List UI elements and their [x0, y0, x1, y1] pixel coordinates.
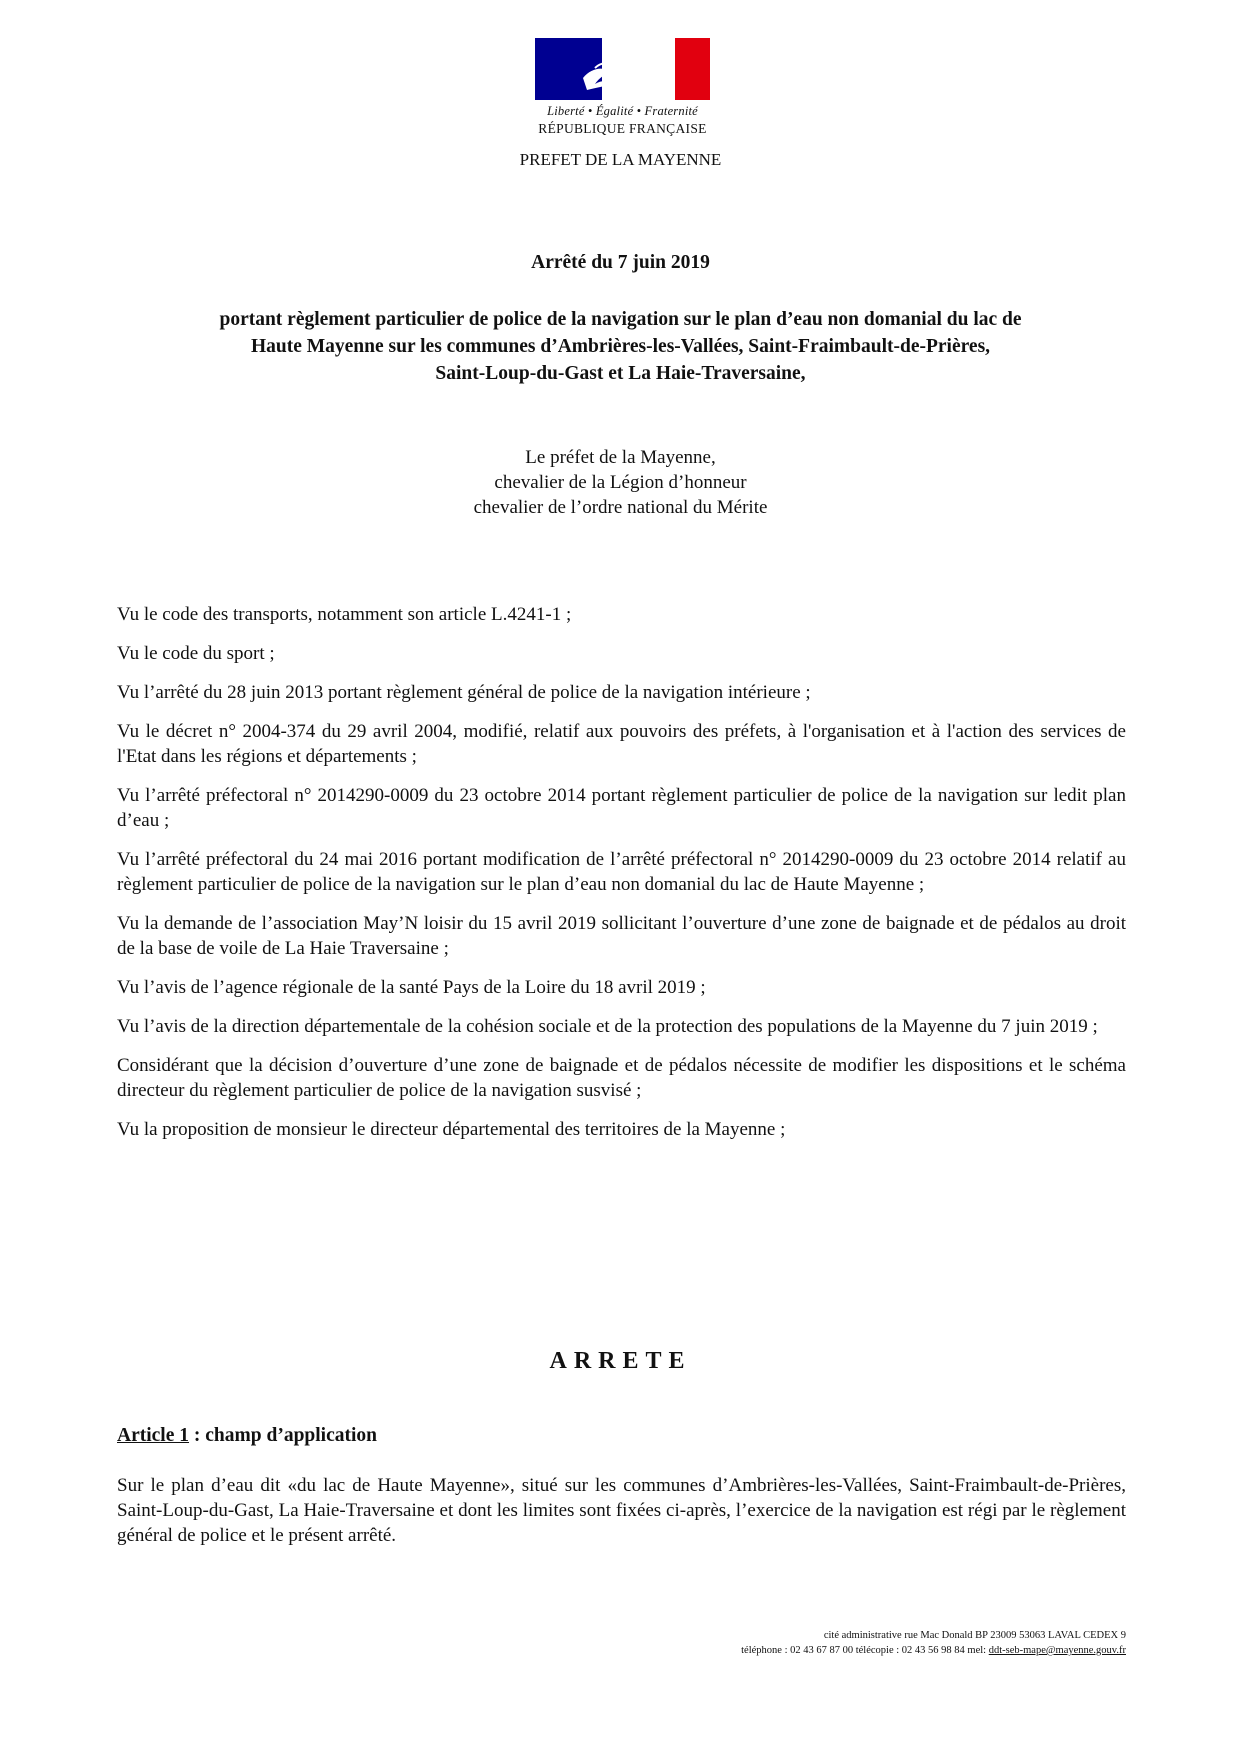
considerant-paragraph: Vu l’avis de l’agence régionale de la santé Pays de la Loire du 18 avril 2019 ;: [117, 977, 706, 998]
considerant-paragraph: Vu le code des transports, notamment son article L.4241-1 ;: [117, 604, 572, 625]
republique-francaise-logo: [535, 38, 710, 137]
considerant-paragraph: Vu la proposition de monsieur le directeur départemental des territoires de la Mayenne ;: [117, 1119, 786, 1140]
article-1-number: Article 1: [117, 1425, 190, 1446]
considerant-paragraph: Vu le décret n° 2004-374 du 29 avril 2004, modifié, relatif aux pouvoirs des préfets, à l'organisation et à l'action des services de l'Etat dans les régions et départements ;: [117, 721, 1126, 767]
considerant-paragraph: Considérant que la décision d’ouverture d’une zone de baignade et de pédalos nécessite de modifier les dispositions et le schéma directeur du règlement particulier de police de la navigation susvisé ;: [117, 1055, 1126, 1101]
subtitle-line: Haute Mayenne sur les communes d’Ambrières-les-Vallées, Saint-Fraimbault-de-Prières,: [250, 336, 991, 357]
decision-heading: ARRETE: [549, 1348, 692, 1374]
article-1-title: champ d’application: [205, 1425, 378, 1446]
document-title: Arrêté du 7 juin 2019: [531, 252, 710, 273]
republic-name: RÉPUBLIQUE FRANÇAISE: [538, 121, 707, 136]
article-1-heading: [117, 1425, 377, 1447]
footer-address: cité administrative rue Mac Donald BP 23009 53063 LAVAL CEDEX 9: [823, 1630, 1126, 1641]
marianne-profile-icon: [565, 38, 675, 100]
footer-phone-fax: téléphone : 02 43 67 87 00 télécopie : 02 43 56 98 84 mel:: [741, 1645, 989, 1656]
signatory-line: chevalier de l’ordre national du Mérite: [473, 497, 768, 518]
tricolor-flag: [535, 38, 710, 100]
considerant-paragraph: Vu l’avis de la direction départementale de la cohésion sociale et de la protection des populations de la Mayenne du 7 juin 2019 ;: [117, 1016, 1098, 1037]
signatory-block: [0, 445, 1241, 520]
footer-email-link[interactable]: ddt-seb-mape@mayenne.gouv.fr: [988, 1645, 1126, 1656]
footer-contact: [741, 1628, 1126, 1658]
article-1-body: Sur le plan d’eau dit «du lac de Haute Mayenne», situé sur les communes d’Ambrières-les-Vallées, Saint-Fraimbault-de-Prières, Saint-Loup-du-Gast, La Haie-Traversaine et dont les limites sont fixées ci-après, l’exercice de la navigation est régi par le règlement général de police et le présent arrêté.: [117, 1475, 1126, 1546]
considerant-paragraph: Vu l’arrêté préfectoral du 24 mai 2016 portant modification de l’arrêté préfectoral n° 2014290-0009 du 23 octobre 2014 relatif au règlement particulier de police de la navigation sur le plan d’eau non domanial du lac de Haute Mayenne ;: [117, 849, 1126, 895]
considerant-paragraph: Vu le code du sport ;: [117, 643, 275, 664]
republic-motto: Liberté • Égalité • Fraternité: [547, 104, 698, 118]
article-1-separator: :: [189, 1425, 206, 1446]
considerant-paragraph: Vu l’arrêté préfectoral n° 2014290-0009 du 23 octobre 2014 portant règlement particulier de police de la navigation sur ledit plan d’eau ;: [117, 785, 1126, 831]
considerant-paragraph: Vu l’arrêté du 28 juin 2013 portant règlement général de police de la navigation intérieure ;: [117, 682, 811, 703]
subtitle-line: Saint-Loup-du-Gast et La Haie-Traversaine,: [435, 363, 806, 384]
footer-contact-line: [741, 1643, 1126, 1658]
considerants-list: [117, 602, 1126, 1156]
prefecture-name: PREFET DE LA MAYENNE: [519, 150, 722, 169]
signatory-line: Le préfet de la Mayenne,: [525, 447, 716, 468]
considerant-paragraph: Vu la demande de l’association May’N loisir du 15 avril 2019 sollicitant l’ouverture d’une zone de baignade et de pédalos au droit de la base de voile de La Haie Traversaine ;: [117, 913, 1126, 959]
document-subtitle: [140, 306, 1101, 387]
signatory-line: chevalier de la Légion d’honneur: [494, 472, 747, 493]
subtitle-line: portant règlement particulier de police de la navigation sur le plan d’eau non domanial du lac de: [219, 309, 1022, 330]
